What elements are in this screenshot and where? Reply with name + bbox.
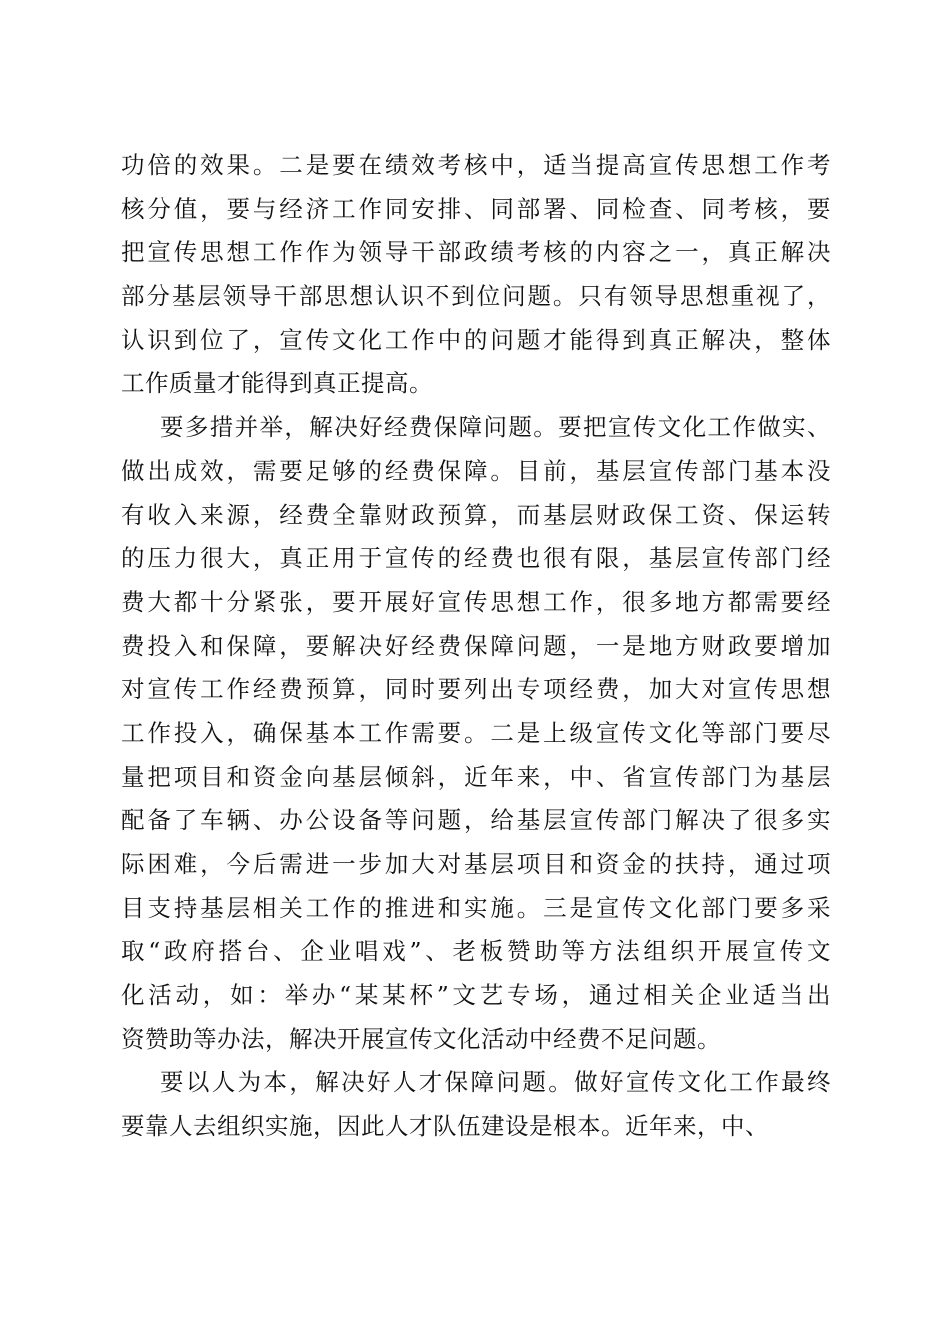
text-line: 功倍的效果。二是要在绩效考核中，适当提高宣传思想工作考	[121, 151, 831, 179]
text-line: 取“政府搭台、企业唱戏”、老板赞助等方法组织开展宣传文	[121, 937, 831, 966]
text-line: 对宣传工作经费预算，同时要列出专项经费，加大对宣传思想	[121, 675, 831, 704]
text-line: 核分值，要与经济工作同安排、同部署、同检查、同考核，要	[121, 194, 831, 223]
text-line: 量把项目和资金向基层倾斜，近年来，中、省宣传部门为基层	[121, 762, 831, 791]
text-line: 的压力很大，真正用于宣传的经费也很有限，基层宣传部门经	[121, 544, 831, 573]
text-line: 把宣传思想工作作为领导干部政绩考核的内容之一，真正解决	[121, 238, 831, 267]
paragraph-talent-guarantee	[121, 1061, 831, 1148]
text-line: 费投入和保障，要解决好经费保障问题，一是地方财政要增加	[121, 631, 831, 660]
text-line: 工作投入，确保基本工作需要。二是上级宣传文化等部门要尽	[121, 718, 831, 747]
text-line: 要以人为本，解决好人才保障问题。做好宣传文化工作最终	[160, 1068, 831, 1097]
paragraph-performance-assessment	[121, 144, 831, 406]
text-line: 工作质量才能得到真正提高。	[121, 369, 433, 398]
text-line: 认识到位了，宣传文化工作中的问题才能得到真正解决，整体	[121, 325, 831, 354]
text-line: 配备了车辆、办公设备等问题，给基层宣传部门解决了很多实	[121, 806, 831, 835]
text-line: 要靠人去组织实施，因此人才队伍建设是根本。近年来，中、	[121, 1112, 769, 1141]
text-line: 有收入来源，经费全靠财政预算，而基层财政保工资、保运转	[121, 500, 831, 529]
paragraph-funding-guarantee	[121, 406, 831, 1061]
body-text	[121, 144, 831, 1149]
text-line: 做出成效，需要足够的经费保障。目前，基层宣传部门基本没	[121, 456, 831, 485]
text-line: 目支持基层相关工作的推进和实施。三是宣传文化部门要多采	[121, 893, 831, 922]
text-line: 要多措并举，解决好经费保障问题。要把宣传文化工作做实、	[160, 413, 831, 442]
text-line: 资赞助等办法，解决开展宣传文化活动中经费不足问题。	[121, 1024, 721, 1053]
text-line: 费大都十分紧张，要开展好宣传思想工作，很多地方都需要经	[121, 587, 831, 616]
text-line: 化活动，如：举办“某某杯”文艺专场，通过相关企业适当出	[121, 981, 831, 1010]
text-line: 际困难，今后需进一步加大对基层项目和资金的扶持，通过项	[121, 850, 831, 878]
text-line: 部分基层领导干部思想认识不到位问题。只有领导思想重视了，	[121, 282, 831, 311]
